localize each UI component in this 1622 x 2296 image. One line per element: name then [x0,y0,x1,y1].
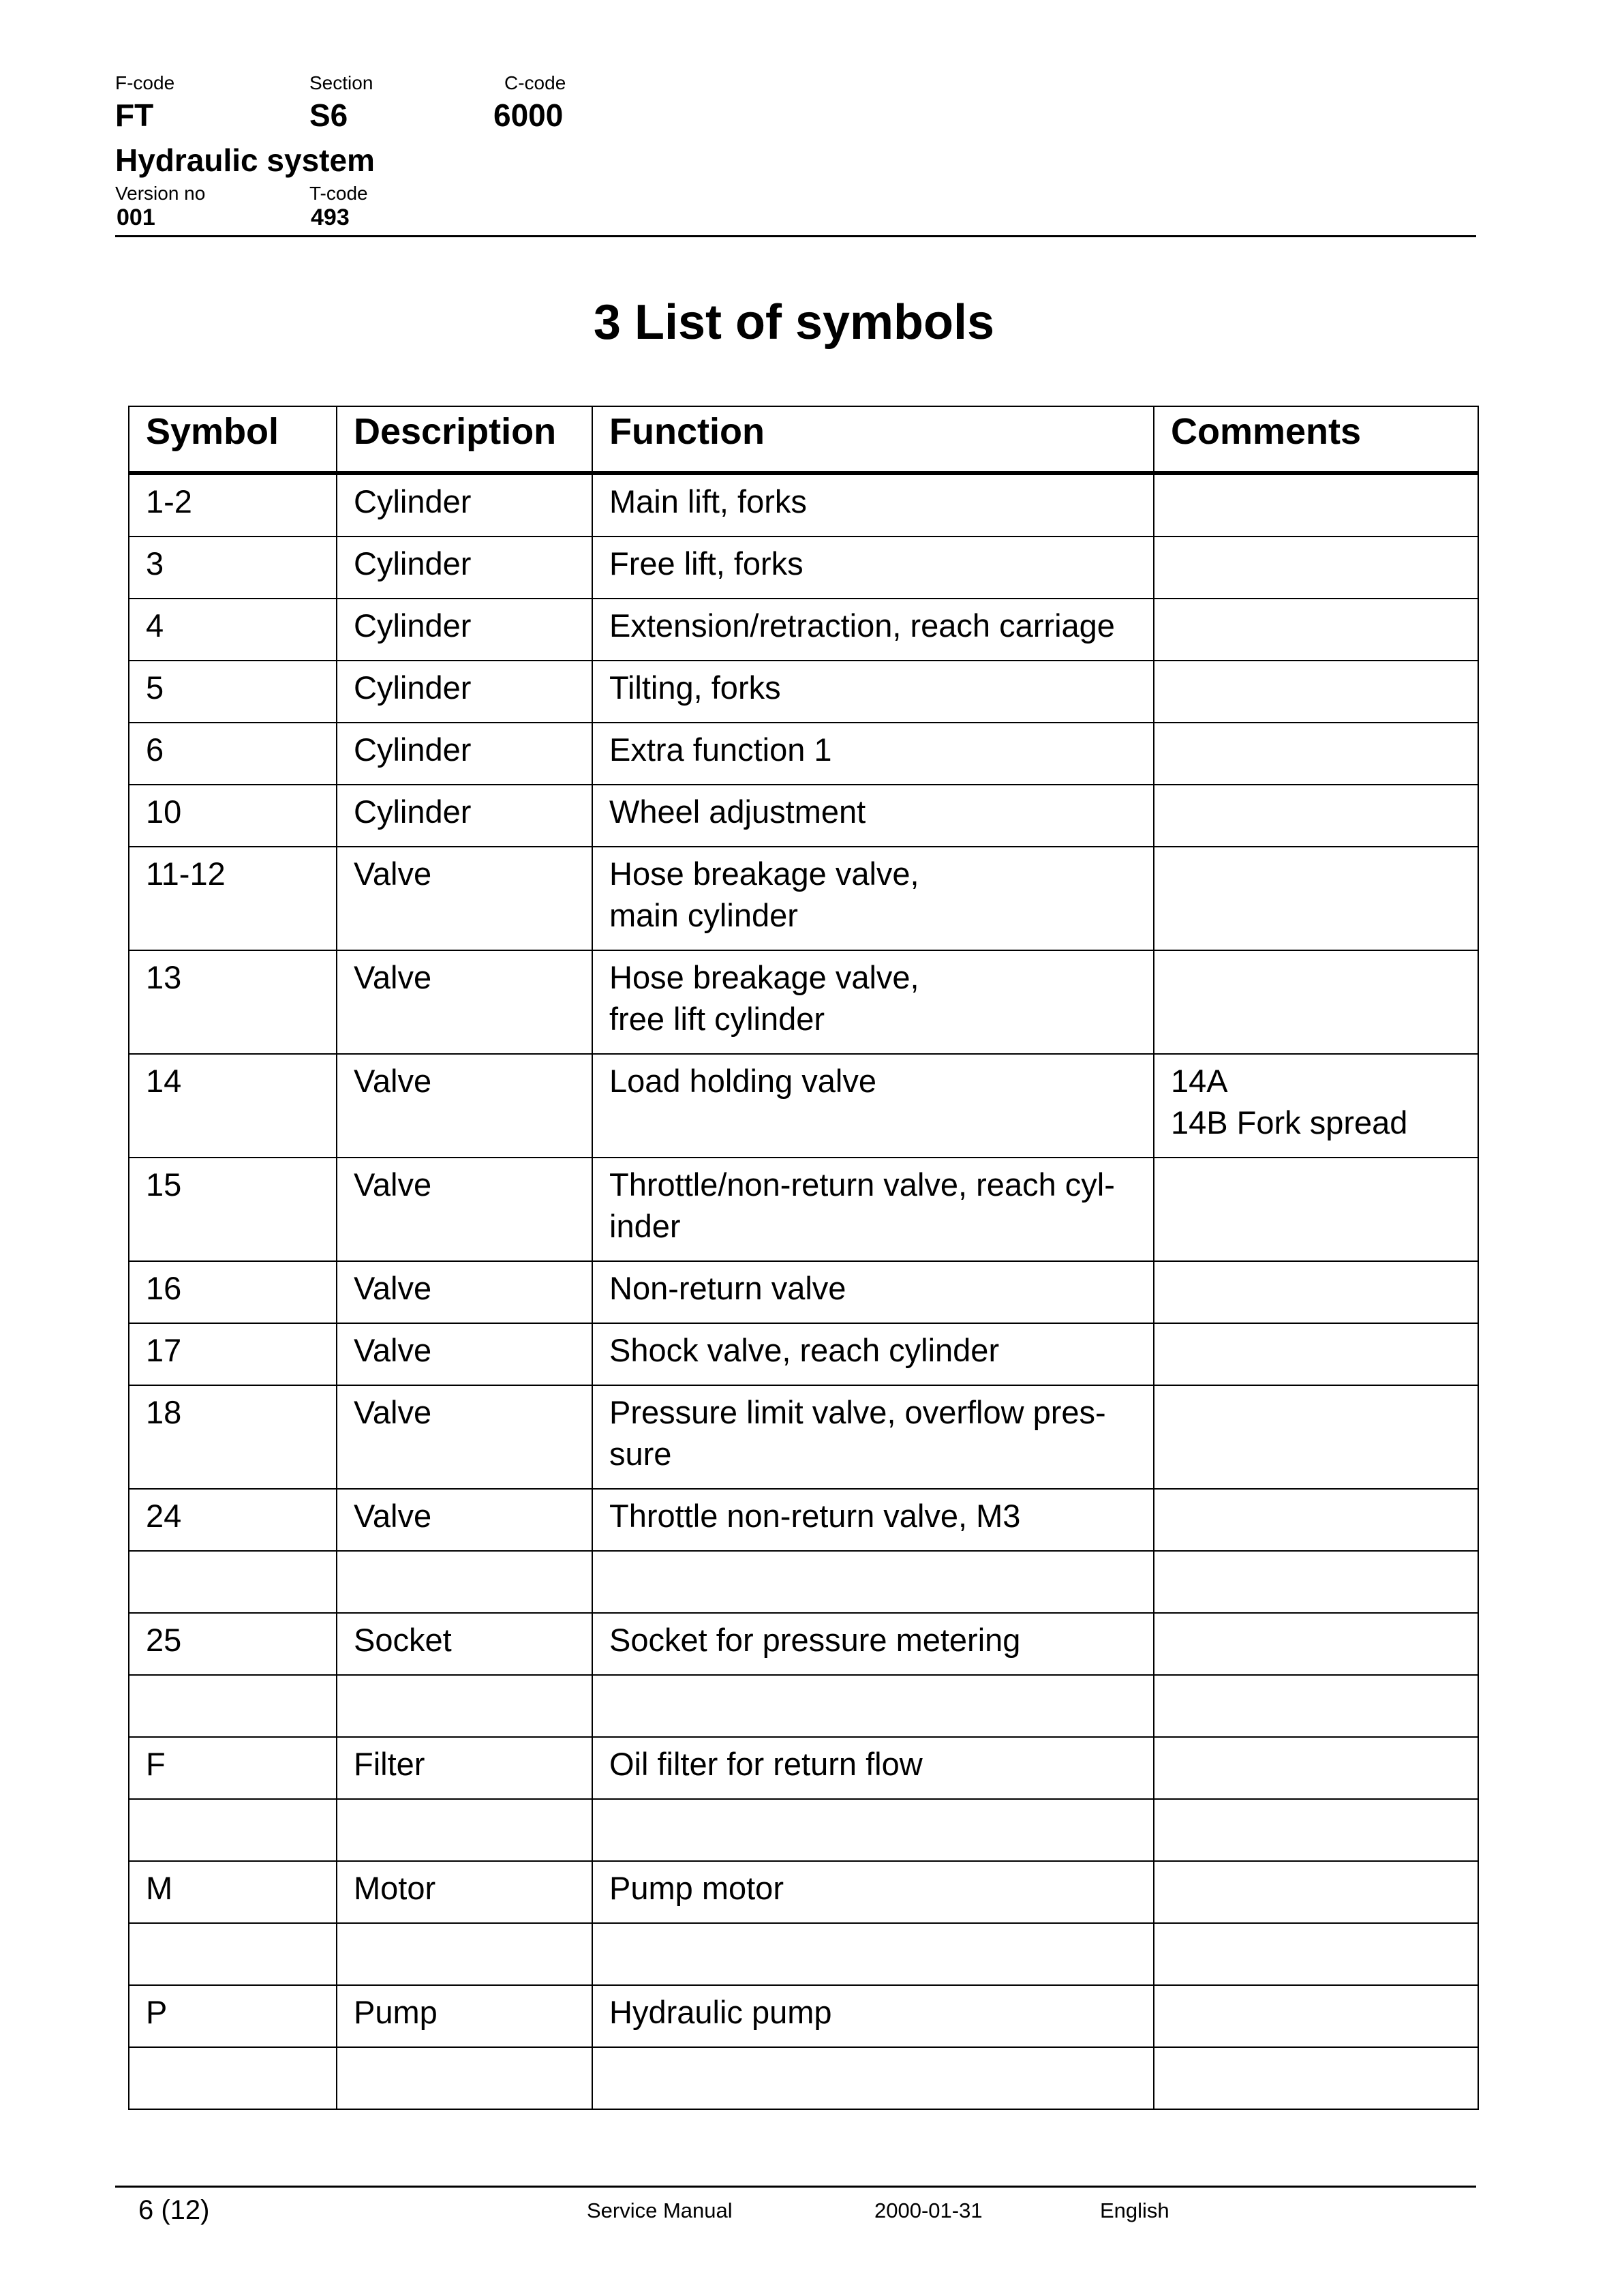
table-row [129,661,1478,723]
cell-function [592,1323,1154,1385]
description-text: Cylinder [354,545,472,581]
description-text: Cylinder [354,607,472,644]
function-text: Oil filter for return flow [609,1746,923,1782]
description-text: Valve [354,1063,432,1099]
table-row [129,1737,1478,1799]
table-row [129,1985,1478,2047]
symbol-text: 15 [146,1166,182,1203]
cell-description [337,1737,592,1799]
cell-symbol [129,723,337,785]
table-row [129,1489,1478,1551]
cell-symbol [129,537,337,599]
function-text: Hose breakage valve, free lift cylinder [609,959,919,1037]
cell-function [592,1923,1154,1985]
function-text: Socket for pressure metering [609,1622,1021,1658]
cell-description [337,1489,592,1551]
cell-symbol [129,1799,337,1861]
cell-function [592,1385,1154,1489]
cell-function [592,1551,1154,1613]
table-row [129,1551,1478,1613]
cell-description [337,785,592,847]
table-row [129,1923,1478,1985]
cell-symbol [129,1985,337,2047]
function-text: Wheel adjustment [609,794,866,830]
comments-text: 14A 14B Fork spread [1171,1063,1408,1141]
table-row [129,537,1478,599]
fcode-value: FT [115,97,154,133]
cell-symbol [129,1261,337,1323]
cell-comments [1154,1737,1478,1799]
cell-comments [1154,1923,1478,1985]
cell-description [337,599,592,661]
table-row [129,950,1478,1054]
ccode-label: C-code [504,72,566,93]
table-row [129,1054,1478,1158]
cell-description [337,1613,592,1675]
cell-comments [1154,537,1478,599]
description-text: Valve [354,856,432,892]
cell-symbol [129,661,337,723]
cell-description [337,1675,592,1737]
tcode-label: T-code [309,183,368,204]
function-text: Pump motor [609,1870,784,1906]
page-number: 6 (12) [138,2195,210,2225]
symbol-text: F [146,1746,166,1782]
cell-description [337,1323,592,1385]
function-text: Shock valve, reach cylinder [609,1332,1000,1368]
cell-comments [1154,1054,1478,1158]
symbol-text: 13 [146,959,182,995]
cell-symbol [129,599,337,661]
cell-comments [1154,1551,1478,1613]
description-text: Valve [354,1498,432,1534]
cell-description [337,1861,592,1923]
cell-symbol [129,1861,337,1923]
section-value: S6 [309,97,348,133]
function-text: Hose breakage valve, main cylinder [609,856,919,933]
description-text: Pump [354,1994,438,2030]
cell-symbol [129,847,337,950]
cell-description [337,1158,592,1261]
cell-description [337,847,592,950]
table-row [129,1385,1478,1489]
cell-symbol [129,1551,337,1613]
table-row [129,1323,1478,1385]
header-comments: Comments [1154,406,1478,473]
cell-comments [1154,1613,1478,1675]
cell-function [592,1799,1154,1861]
description-text: Cylinder [354,483,472,519]
symbol-text: 11-12 [146,856,226,892]
system-title: Hydraulic system [115,142,375,178]
table-row [129,2047,1478,2109]
cell-symbol [129,1613,337,1675]
function-text: Non-return valve [609,1270,846,1306]
function-text: Extra function 1 [609,731,832,768]
cell-function [592,2047,1154,2109]
page-title: 3 List of symbols [593,295,995,350]
table-row [129,847,1478,950]
table-row [129,1613,1478,1675]
description-text: Cylinder [354,731,472,768]
symbol-text: 1-2 [146,483,192,519]
symbol-text: 17 [146,1332,182,1368]
doc-date: 2000-01-31 [874,2199,983,2222]
cell-description [337,661,592,723]
symbol-text: 14 [146,1063,182,1099]
description-text: Valve [354,959,432,995]
table-row [129,1158,1478,1261]
cell-description [337,1385,592,1489]
cell-function [592,847,1154,950]
cell-function [592,661,1154,723]
cell-symbol [129,473,337,537]
table-row [129,723,1478,785]
header-description: Description [337,406,592,473]
cell-symbol [129,785,337,847]
header-function: Function [592,406,1154,473]
description-text: Valve [354,1332,432,1368]
cell-comments [1154,1261,1478,1323]
symbol-text: 6 [146,731,164,768]
cell-description [337,1923,592,1985]
cell-function [592,1675,1154,1737]
cell-comments [1154,847,1478,950]
cell-symbol [129,1054,337,1158]
table-row [129,785,1478,847]
description-text: Cylinder [354,794,472,830]
cell-description [337,1985,592,2047]
description-text: Valve [354,1166,432,1203]
table-header-row [129,406,1478,473]
description-text: Valve [354,1270,432,1306]
header-symbol: Symbol [129,406,337,473]
function-text: Hydraulic pump [609,1994,832,2030]
cell-comments [1154,1675,1478,1737]
version-label: Version no [115,183,206,204]
cell-symbol [129,1158,337,1261]
cell-symbol [129,1323,337,1385]
cell-function [592,723,1154,785]
cell-comments [1154,1985,1478,2047]
symbol-text: 3 [146,545,164,581]
version-value: 001 [117,205,155,230]
symbol-text: M [146,1870,173,1906]
symbol-text: P [146,1994,168,2030]
doc-language: English [1100,2199,1169,2222]
tcode-value: 493 [311,205,350,230]
function-text: Tilting, forks [609,669,781,706]
cell-symbol [129,1923,337,1985]
description-text: Motor [354,1870,436,1906]
cell-comments [1154,785,1478,847]
symbols-table [128,406,1479,2110]
symbol-text: 24 [146,1498,182,1534]
cell-symbol [129,1737,337,1799]
cell-description [337,950,592,1054]
cell-function [592,1158,1154,1261]
symbol-text: 16 [146,1270,182,1306]
cell-comments [1154,599,1478,661]
cell-comments [1154,1158,1478,1261]
table-row [129,1861,1478,1923]
function-text: Main lift, forks [609,483,807,519]
description-text: Filter [354,1746,425,1782]
table-row [129,1261,1478,1323]
description-text: Cylinder [354,669,472,706]
function-text: Throttle non-return valve, M3 [609,1498,1021,1534]
cell-comments [1154,2047,1478,2109]
cell-symbol [129,950,337,1054]
description-text: Socket [354,1622,452,1658]
cell-description [337,537,592,599]
function-text: Extension/retraction, reach carriage [609,607,1115,644]
footer-divider [115,2186,1476,2188]
symbol-text: 5 [146,669,164,706]
symbol-text: 18 [146,1394,182,1430]
table-row [129,1675,1478,1737]
cell-comments [1154,661,1478,723]
cell-function [592,599,1154,661]
table-row [129,1799,1478,1861]
section-label: Section [309,72,373,93]
cell-function [592,1261,1154,1323]
cell-function [592,785,1154,847]
function-text: Free lift, forks [609,545,804,581]
cell-comments [1154,1861,1478,1923]
cell-comments [1154,950,1478,1054]
cell-description [337,1551,592,1613]
cell-function [592,1737,1154,1799]
cell-function [592,1054,1154,1158]
function-text: Throttle/non-return valve, reach cyl- inder [609,1166,1115,1244]
cell-function [592,950,1154,1054]
ccode-value: 6000 [493,97,564,133]
symbol-text: 4 [146,607,164,644]
cell-description [337,473,592,537]
cell-symbol [129,1489,337,1551]
function-text: Load holding valve [609,1063,876,1099]
cell-function [592,473,1154,537]
cell-function [592,1861,1154,1923]
cell-function [592,1613,1154,1675]
table-row [129,473,1478,537]
cell-symbol [129,1675,337,1737]
cell-description [337,723,592,785]
symbol-text: 25 [146,1622,182,1658]
cell-symbol [129,2047,337,2109]
cell-function [592,1489,1154,1551]
cell-comments [1154,473,1478,537]
description-text: Valve [354,1394,432,1430]
cell-comments [1154,1799,1478,1861]
cell-comments [1154,1385,1478,1489]
fcode-label: F-code [115,72,175,93]
doc-type: Service Manual [587,2199,733,2222]
header-divider [115,235,1476,237]
function-text: Pressure limit valve, overflow pres- sure [609,1394,1106,1472]
cell-comments [1154,1489,1478,1551]
cell-description [337,1261,592,1323]
cell-function [592,1985,1154,2047]
cell-symbol [129,1385,337,1489]
cell-comments [1154,1323,1478,1385]
cell-function [592,537,1154,599]
cell-description [337,1054,592,1158]
symbol-text: 10 [146,794,182,830]
cell-comments [1154,723,1478,785]
cell-description [337,1799,592,1861]
cell-description [337,2047,592,2109]
table-row [129,599,1478,661]
